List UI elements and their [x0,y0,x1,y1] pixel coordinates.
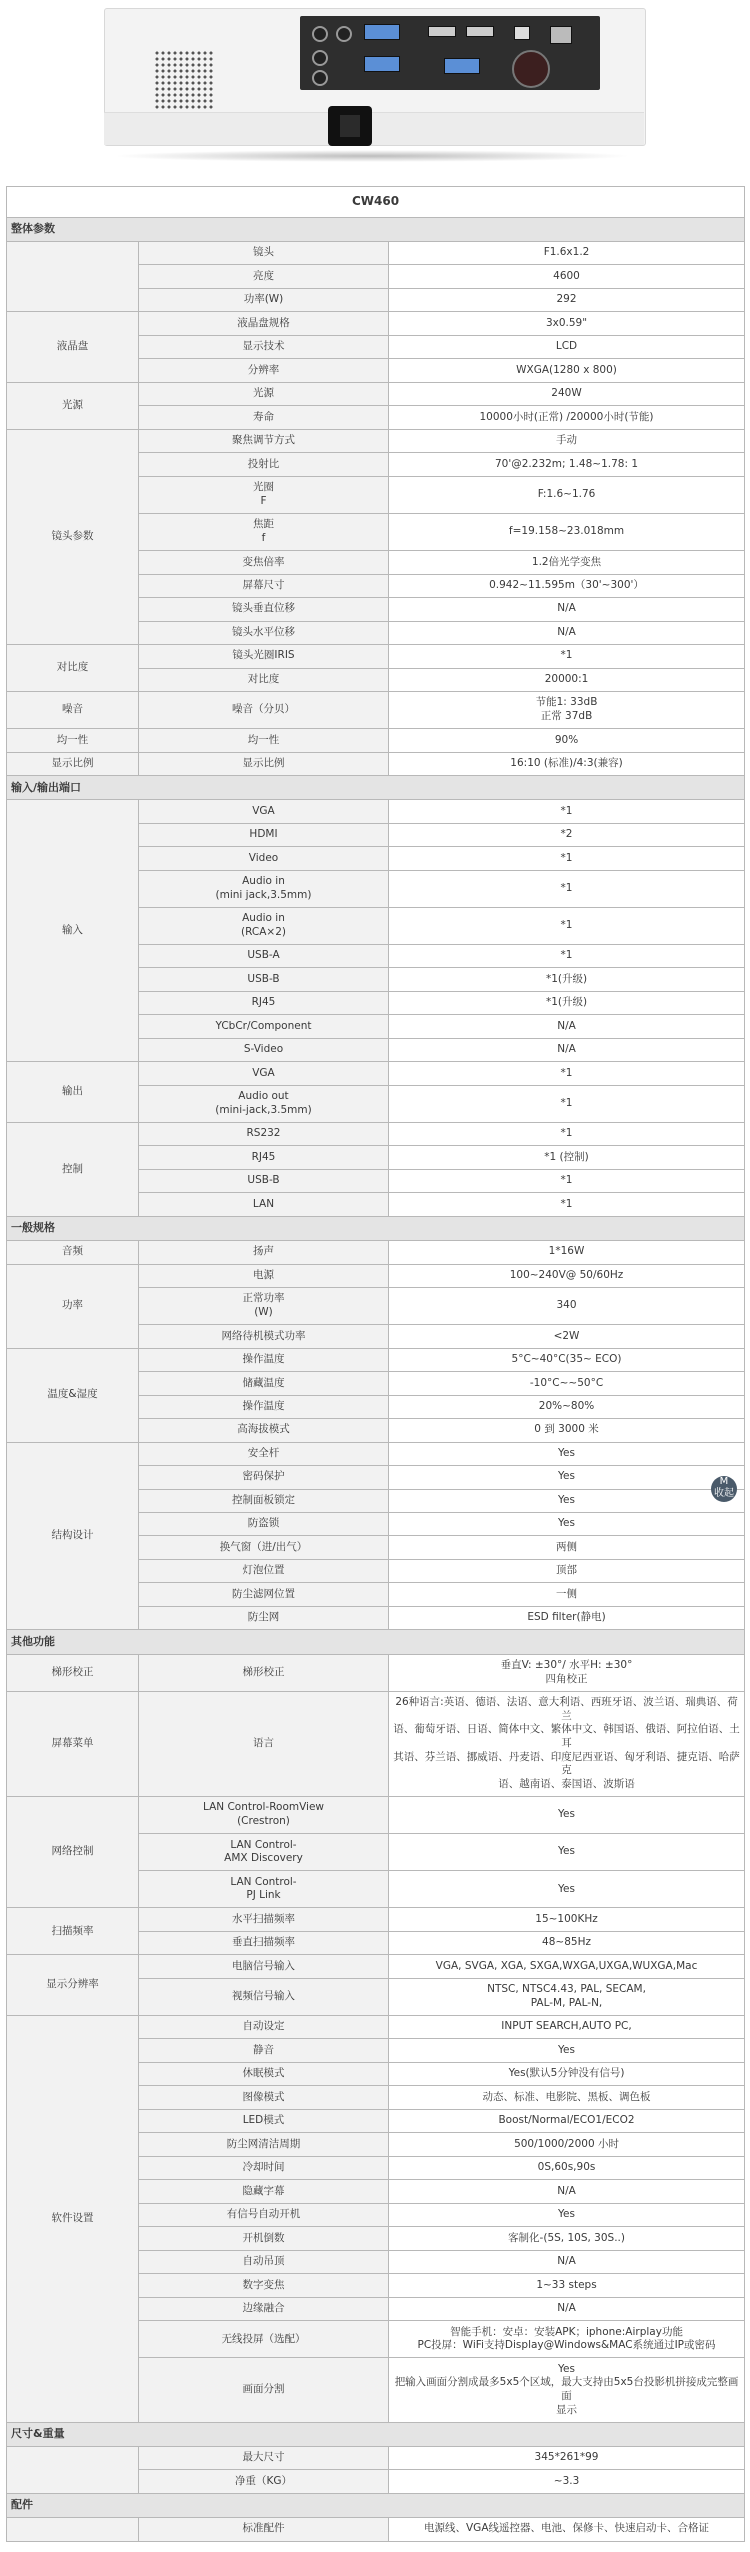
spec-label: 光源 [139,382,389,405]
spec-value: 20000:1 [389,668,745,691]
spec-value: 1~33 steps [389,2274,745,2297]
group-label: 液晶盘 [7,312,139,382]
spec-value: N/A [389,598,745,621]
spec-value: *1(升级) [389,991,745,1014]
table-row [7,1908,745,1931]
projector-lower-strip [104,112,644,145]
vga-port-icon [364,24,400,40]
group-label [7,2518,139,2541]
vga-port-icon [364,56,400,72]
spec-label: 防盗锁 [139,1513,389,1536]
table-row [7,1691,745,1796]
table-row [7,2446,745,2469]
spec-value: Yes [389,1871,745,1908]
section-header-row [7,2493,745,2517]
spec-value: N/A [389,1038,745,1061]
table-row [7,241,745,264]
spec-label: 垂直扫描频率 [139,1931,389,1954]
spec-label: 无线投屏（选配） [139,2321,389,2358]
spec-value: ESD filter(静电) [389,1606,745,1629]
section-header-row [7,2422,745,2446]
spec-value: *1 [389,1122,745,1145]
section-header-row [7,1630,745,1654]
hdmi-port-icon [466,26,494,37]
spec-value: 4600 [389,265,745,288]
group-label: 屏幕菜单 [7,1691,139,1796]
table-row [7,2518,745,2541]
spec-label: 最大尺寸 [139,2446,389,2469]
spec-value: *1 (控制) [389,1146,745,1169]
spec-label: 扬声 [139,1241,389,1264]
spec-label: 功率(W) [139,288,389,311]
spec-value: 5°C~40°C(35~ ECO) [389,1348,745,1371]
spec-label: 储藏温度 [139,1372,389,1395]
spec-value: Yes [389,1489,745,1512]
spec-value: N/A [389,2250,745,2273]
spec-label: 灯泡位置 [139,1559,389,1582]
spec-label: 梯形校正 [139,1654,389,1691]
spec-value: *1 [389,870,745,907]
spec-value: N/A [389,621,745,644]
group-label: 音频 [7,1241,139,1264]
table-row [7,691,745,728]
spec-value: Yes [389,2039,745,2062]
spec-value: 500/1000/2000 小时 [389,2133,745,2156]
spec-value: <2W [389,1325,745,1348]
group-label: 光源 [7,382,139,429]
spec-label: 正常功率 (W) [139,1288,389,1325]
section-header-row [7,217,745,241]
lan-port-icon [550,26,572,44]
spec-value: 节能1: 33dB 正常 37dB [389,691,745,728]
spec-label: S-Video [139,1038,389,1061]
spec-value: Boost/Normal/ECO1/ECO2 [389,2109,745,2132]
speaker-grille [154,50,214,110]
spec-value: *1 [389,800,745,823]
hdmi-port-icon [428,26,456,37]
spec-label: 图像模式 [139,2086,389,2109]
spec-value: *1 [389,1062,745,1085]
spec-label: 显示技术 [139,335,389,358]
spec-value: Yes [389,2203,745,2226]
spec-value: 动态、标准、电影院、黑板、调色板 [389,2086,745,2109]
spec-label: 安全杆 [139,1442,389,1465]
spec-label: 镜头垂直位移 [139,598,389,621]
spec-value: 一侧 [389,1583,745,1606]
spec-value: f=19.158~23.018mm [389,513,745,550]
spec-value: 顶部 [389,1559,745,1582]
spec-label: 光圈 F [139,476,389,513]
group-label: 镜头参数 [7,429,139,644]
group-label: 对比度 [7,645,139,692]
lens-cap-icon [512,50,550,88]
spec-value: 240W [389,382,745,405]
spec-value: 70'@2.232m; 1.48~1.78: 1 [389,453,745,476]
spec-label: 自动设定 [139,2015,389,2038]
spec-value: 20%~80% [389,1395,745,1418]
spec-value: F:1.6~1.76 [389,476,745,513]
usb-port-icon [514,26,530,40]
collapse-badge[interactable] [711,1476,737,1502]
spec-label: USB-B [139,1169,389,1192]
group-label: 输入 [7,800,139,1062]
spec-label: 换气窗（进/出气） [139,1536,389,1559]
spec-label: LAN Control- AMX Discovery [139,1834,389,1871]
spec-label: 对比度 [139,668,389,691]
spec-value: 1*16W [389,1241,745,1264]
spec-label: 净重（KG） [139,2470,389,2493]
group-label: 梯形校正 [7,1654,139,1691]
section-title: 尺寸&重量 [7,2422,745,2446]
group-label: 均一性 [7,729,139,752]
spec-label: 水平扫描频率 [139,1908,389,1931]
badge-label: 收起 [714,1488,734,1499]
spec-label: VGA [139,800,389,823]
spec-value: *1 [389,1169,745,1192]
spec-table [6,186,745,2542]
table-row [7,1955,745,1978]
spec-label: Audio out (mini-jack,3.5mm) [139,1085,389,1122]
table-row [7,1797,745,1834]
product-photo [0,0,750,170]
spec-label: RJ45 [139,991,389,1014]
projector-shadow [112,150,632,162]
table-row [7,800,745,823]
spec-value: NTSC, NTSC4.43, PAL, SECAM, PAL-M, PAL-N, [389,1978,745,2015]
spec-label: 防尘滤网位置 [139,1583,389,1606]
spec-value: 345*261*99 [389,2446,745,2469]
power-socket-icon [328,106,372,146]
group-label: 网络控制 [7,1797,139,1908]
spec-value: 手动 [389,429,745,452]
spec-value: 智能手机：安卓：安装APK；iphone:Airplay功能 PC投屏：WiFi支持Display@Windows&MAC系统通过IP或密码 [389,2321,745,2358]
spec-label: 开机倒数 [139,2227,389,2250]
io-port-panel [300,16,600,90]
spec-label: RJ45 [139,1146,389,1169]
spec-label: 噪音（分贝） [139,691,389,728]
section-header-row [7,776,745,800]
audio-port-icon [312,50,328,66]
spec-label: 高海拔模式 [139,1419,389,1442]
spec-value: 100~240V@ 50/60Hz [389,1264,745,1287]
spec-label: 语言 [139,1691,389,1796]
table-row [7,752,745,775]
table-row [7,1264,745,1287]
audio-port-icon [336,26,352,42]
table-row [7,382,745,405]
spec-label: 休眠模式 [139,2062,389,2085]
table-row [7,1654,745,1691]
spec-value: 0S,60s,90s [389,2156,745,2179]
spec-value: N/A [389,2180,745,2203]
group-label: 输出 [7,1062,139,1123]
spec-value: 15~100KHz [389,1908,745,1931]
model-title: CW460 [7,187,745,218]
section-title: 其他功能 [7,1630,745,1654]
spec-value: Yes [389,1797,745,1834]
spec-value: Yes [389,1466,745,1489]
section-header-row [7,1216,745,1240]
spec-label: 控制面板锁定 [139,1489,389,1512]
spec-label: HDMI [139,823,389,846]
spec-label: 亮度 [139,265,389,288]
spec-label: 操作温度 [139,1395,389,1418]
spec-label: 防尘网 [139,1606,389,1629]
spec-value: 垂直V: ±30°/ 水平H: ±30° 四角校正 [389,1654,745,1691]
spec-value: 48~85Hz [389,1931,745,1954]
spec-label: LAN Control- PJ Link [139,1871,389,1908]
spec-label: Video [139,847,389,870]
spec-label: 画面分割 [139,2358,389,2422]
spec-label: RS232 [139,1122,389,1145]
spec-label: 冷却时间 [139,2156,389,2179]
spec-label: Audio in (mini jack,3.5mm) [139,870,389,907]
spec-value: 两侧 [389,1536,745,1559]
spec-label: 镜头光圈IRIS [139,645,389,668]
group-label: 控制 [7,1122,139,1216]
spec-label: 数字变焦 [139,2274,389,2297]
spec-label: 网络待机模式功率 [139,1325,389,1348]
spec-value: INPUT SEARCH,AUTO PC, [389,2015,745,2038]
section-title: 配件 [7,2493,745,2517]
audio-port-icon [312,26,328,42]
spec-label: 有信号自动开机 [139,2203,389,2226]
spec-value: ~3.3 [389,2470,745,2493]
spec-label: 电源 [139,1264,389,1287]
spec-value: *1 [389,847,745,870]
spec-label: 寿命 [139,406,389,429]
spec-label: USB-A [139,944,389,967]
spec-label: 镜头 [139,241,389,264]
spec-label: 焦距 f [139,513,389,550]
spec-value: 16:10 (标准)/4:3(兼容) [389,752,745,775]
spec-value: Yes [389,1442,745,1465]
spec-label: 屏幕尺寸 [139,574,389,597]
table-title-row [7,187,745,218]
badge-letter: M [719,1476,729,1487]
spec-label: 隐藏字幕 [139,2180,389,2203]
group-label [7,2446,139,2493]
group-label: 噪音 [7,691,139,728]
spec-value: 292 [389,288,745,311]
table-row [7,1122,745,1145]
spec-value: 客制化-(5S, 10S, 30S..) [389,2227,745,2250]
table-row [7,1062,745,1085]
table-row [7,1348,745,1371]
spec-label: VGA [139,1062,389,1085]
spec-value: 340 [389,1288,745,1325]
spec-value: Yes(默认5分钟没有信号) [389,2062,745,2085]
spec-label: USB-B [139,968,389,991]
table-row [7,429,745,452]
spec-value: 1.2倍光学变焦 [389,551,745,574]
spec-label: 均一性 [139,729,389,752]
spec-label: 操作温度 [139,1348,389,1371]
table-row [7,2015,745,2038]
spec-value: *1 [389,645,745,668]
spec-value: *1(升级) [389,968,745,991]
spec-label: 标准配件 [139,2518,389,2541]
spec-label: 电脑信号输入 [139,1955,389,1978]
spec-label: 液晶盘规格 [139,312,389,335]
spec-value: 26种语言:英语、德语、法语、意大利语、西班牙语、波兰语、瑞典语、荷兰 语、葡萄牙语、日语、简体中文、繁体中文、韩国语、俄语、阿拉伯语、土耳 其语、芬兰语、挪威语、丹麦语、印度尼西亚语、匈牙利语、捷克语、哈萨克 语、越南语、泰国语、波斯语 [389,1691,745,1796]
spec-value: 90% [389,729,745,752]
table-row [7,1442,745,1465]
spec-value: LCD [389,335,745,358]
group-label: 显示比例 [7,752,139,775]
spec-label: LAN [139,1193,389,1216]
spec-value: *1 [389,1085,745,1122]
spec-value: N/A [389,2297,745,2320]
spec-value: -10°C~~50°C [389,1372,745,1395]
serial-port-icon [444,58,480,74]
spec-label: 防尘网清洁周期 [139,2133,389,2156]
spec-value: WXGA(1280 x 800) [389,359,745,382]
spec-value: 10000小时(正常) /20000小时(节能) [389,406,745,429]
spec-label: 镜头水平位移 [139,621,389,644]
spec-label: 聚焦调节方式 [139,429,389,452]
spec-label: 边缘融合 [139,2297,389,2320]
table-row [7,312,745,335]
spec-label: 视频信号输入 [139,1978,389,2015]
group-label: 显示分辨率 [7,1955,139,2016]
spec-value: *2 [389,823,745,846]
spec-value: 0 到 3000 米 [389,1419,745,1442]
table-row [7,729,745,752]
spec-value: 电源线、VGA线遥控器、电池、保修卡、快速启动卡、合格证 [389,2518,745,2541]
spec-label: 投射比 [139,453,389,476]
group-label: 扫描频率 [7,1908,139,1955]
spec-label: YCbCr/Component [139,1015,389,1038]
group-label [7,241,139,311]
spec-label: LED模式 [139,2109,389,2132]
spec-value: F1.6x1.2 [389,241,745,264]
spec-label: 变焦倍率 [139,551,389,574]
spec-value: 3x0.59" [389,312,745,335]
group-label: 软件设置 [7,2015,139,2422]
section-title: 整体参数 [7,217,745,241]
table-row [7,645,745,668]
spec-value: Yes [389,1834,745,1871]
group-label: 温度&湿度 [7,1348,139,1442]
spec-label: 密码保护 [139,1466,389,1489]
table-row [7,1241,745,1264]
spec-label: Audio in (RCA×2) [139,907,389,944]
spec-label: 分辨率 [139,359,389,382]
spec-value: 0.942~11.595m（30'~300'） [389,574,745,597]
spec-value: Yes 把输入画面分割成最多5x5个区域，最大支持由5x5台投影机拼接成完整画面 显示 [389,2358,745,2422]
spec-label: 显示比例 [139,752,389,775]
spec-value: *1 [389,907,745,944]
spec-value: VGA, SVGA, XGA, SXGA,WXGA,UXGA,WUXGA,Mac [389,1955,745,1978]
group-label: 结构设计 [7,1442,139,1630]
spec-value: N/A [389,1015,745,1038]
spec-value: Yes [389,1513,745,1536]
spec-label: 自动吊顶 [139,2250,389,2273]
spec-value: *1 [389,1193,745,1216]
audio-port-icon [312,70,328,86]
group-label: 功率 [7,1264,139,1348]
spec-label: 静音 [139,2039,389,2062]
spec-label: LAN Control-RoomView (Crestron) [139,1797,389,1834]
section-title: 一般规格 [7,1216,745,1240]
spec-value: *1 [389,944,745,967]
section-title: 输入/输出端口 [7,776,745,800]
